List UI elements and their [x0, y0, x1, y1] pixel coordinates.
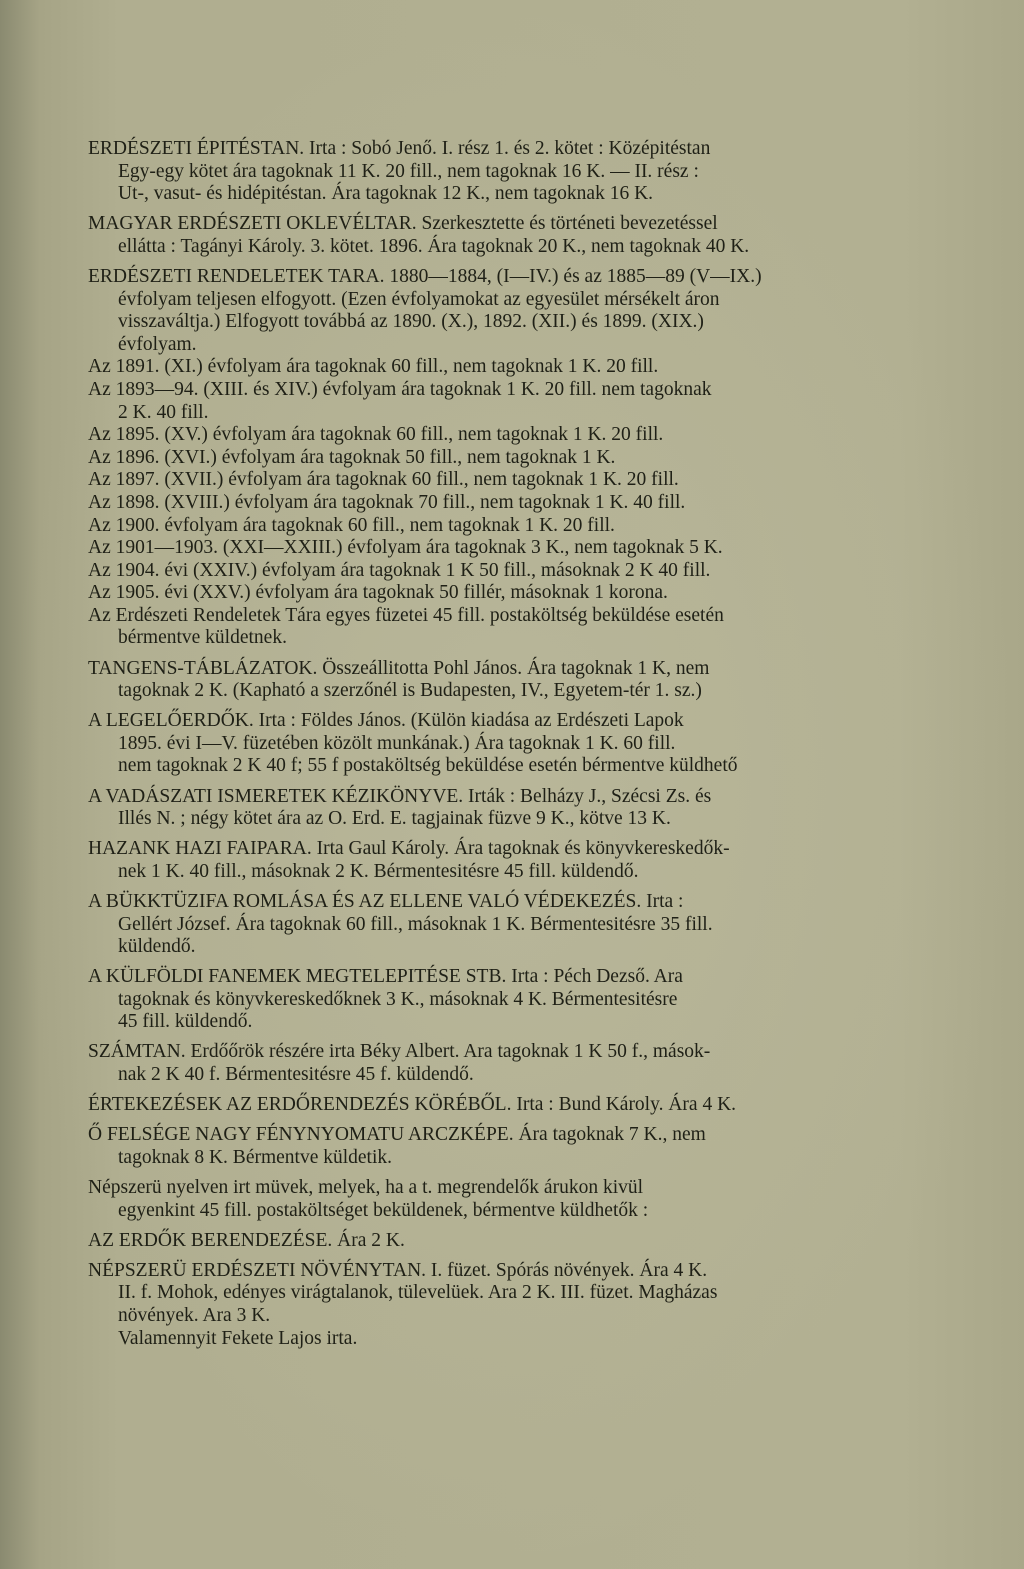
text-line: Valamennyit Fekete Lajos irta. — [118, 1327, 358, 1349]
text-line: ellátta : Tagányi Károly. 3. kötet. 1896. Ára tagoknak 20 K., nem tagoknak 40 K. — [118, 235, 750, 257]
text-line: évfolyam teljesen elfogyott. (Ezen évfolyamokat az egyesület mérsékelt áron — [118, 288, 720, 310]
entry-ertekezesek — [88, 1094, 938, 1117]
entry-magyar-erdeszeti-okleveltar — [88, 213, 938, 258]
az-line: Az 1905. évi (XXV.) évfolyam ára tagoknak 50 fillér, másoknak 1 korona. — [88, 582, 668, 604]
entry-az-erdok-berendezese — [88, 1230, 938, 1253]
entry-o-felsege-arczkepe — [88, 1124, 938, 1169]
text-line: A BÜKKTÜZIFA ROMLÁSA ÉS AZ ELLENE VALÓ VÉDEKEZÉS. Irta : — [88, 890, 684, 912]
entry-nepszeru-noevenytan — [88, 1260, 938, 1350]
text-line: Ut-, vasut- és hidépitéstan. Ára tagoknak 12 K., nem tagoknak 16 K. — [118, 183, 654, 205]
text-line: 1895. évi I—V. füzetében közölt munkának.) Ára tagoknak 1 K. 60 fill. — [118, 732, 676, 754]
text-line: tagoknak 2 K. (Kapható a szerzőnél is Budapesten, IV., Egyetem-tér 1. sz.) — [118, 680, 702, 702]
text-line: AZ ERDŐK BERENDEZÉSE. Ára 2 K. — [88, 1229, 405, 1251]
text-line: SZÁMTAN. Erdőőrök részére irta Béky Albert. Ara tagoknak 1 K 50 f., mások- — [88, 1041, 711, 1063]
text-line: tagoknak és könyvkereskedőknek 3 K., másoknak 4 K. Bérmentesitésre — [118, 988, 678, 1010]
text-line: küldendő. — [118, 936, 196, 958]
text-line: TANGENS-TÁBLÁZATOK. Összeállitotta Pohl János. Ára tagoknak 1 K, nem — [88, 657, 710, 679]
az-line: Az 1897. (XVII.) évfolyam ára tagoknak 60 fill., nem tagoknak 1 K. 20 fill. — [88, 469, 679, 491]
text-line: HAZANK HAZI FAIPARA. Irta Gaul Károly. Ára tagoknak és könyvkereskedők- — [88, 838, 730, 860]
text-line: NÉPSZERÜ ERDÉSZETI NÖVÉNYTAN. I. füzet. Spórás növények. Ára 4 K. — [88, 1259, 708, 1281]
az-line: Az 1895. (XV.) évfolyam ára tagoknak 60 fill., nem tagoknak 1 K. 20 fill. — [88, 424, 664, 446]
text-line: egyenkint 45 fill. postaköltséget beküldenek, bérmentve küldhetők : — [118, 1199, 649, 1221]
text-line: ERDÉSZETI ÉPITÉSTAN. Irta : Sobó Jenő. I. rész 1. és 2. kötet : Középitéstan — [88, 138, 711, 159]
text-line: MAGYAR ERDÉSZETI OKLEVÉLTAR. Szerkesztette és történeti bevezetéssel — [88, 213, 718, 235]
text-line: ERDÉSZETI RENDELETEK TARA. 1880—1884, (I—IV.) és az 1885—89 (V—IX.) — [88, 265, 762, 287]
text-line: nek 1 K. 40 fill., másoknak 2 K. Bérmentesitésre 45 fill. küldendő. — [118, 860, 639, 882]
document-text — [88, 138, 938, 1358]
text-line: ÉRTEKEZÉSEK AZ ERDŐRENDEZÉS KÖRÉBŐL. Irta : Bund Károly. Ára 4 K. — [88, 1094, 737, 1116]
az-line: Az 1904. évi (XXIV.) évfolyam ára tagoknak 1 K 50 fill., másoknak 2 K 40 fill. — [88, 559, 711, 581]
text-line: 45 fill. küldendő. — [118, 1011, 253, 1033]
text-line: nem tagoknak 2 K 40 f; 55 f postaköltség beküldése esetén bérmentve küldhető — [118, 755, 738, 777]
entry-erdeszeti-epitestan — [88, 138, 938, 206]
text-line: Illés N. ; négy kötet ára az O. Erd. E. tagjainak füzve 9 K., kötve 13 K. — [118, 808, 671, 830]
az-line-continuation: 2 K. 40 fill. — [118, 401, 209, 423]
entry-nepszeru-nyelven — [88, 1177, 938, 1222]
az-line-continuation: bérmentve küldetnek. — [118, 627, 287, 649]
entry-szamtan — [88, 1041, 938, 1086]
entry-bukktuzifa-romlasa — [88, 891, 938, 959]
text-line: Egy-egy kötet ára tagoknak 11 K. 20 fill., nem tagoknak 16 K. — II. rész : — [118, 160, 699, 182]
az-line: Az 1896. (XVI.) évfolyam ára tagoknak 50 fill., nem tagoknak 1 K. — [88, 446, 616, 468]
az-line: Az Erdészeti Rendeletek Tára egyes füzetei 45 fill. postaköltség beküldése esetén — [88, 604, 724, 626]
text-line: visszaváltja.) Elfogyott továbbá az 1890. (X.), 1892. (XII.) és 1899. (XIX.) — [118, 311, 704, 333]
text-line: növények. Ara 3 K. — [118, 1304, 271, 1326]
text-line: A LEGELŐERDŐK. Irta : Földes János. (Külön kiadása az Erdészeti Lapok — [88, 710, 684, 732]
text-line: Ő FELSÉGE NAGY FÉNYNYOMATU ARCZKÉPE. Ára tagoknak 7 K., nem — [88, 1124, 706, 1146]
entry-tangens-tablazatok — [88, 658, 938, 703]
entry-hazank-hazi-faipara — [88, 838, 938, 883]
text-line: Gellért József. Ára tagoknak 60 fill., másoknak 1 K. Bérmentesitésre 35 fill. — [118, 913, 713, 935]
entry-vadaszati-ismeretek — [88, 786, 938, 831]
text-line: A KÜLFÖLDI FANEMEK MEGTELEPITÉSE STB. Irta : Péch Dezső. Ara — [88, 966, 683, 988]
text-line: Népszerü nyelven irt müvek, melyek, ha a t. megrendelők árukon kivül — [88, 1176, 644, 1198]
entry-a-legeloerdok — [88, 710, 938, 778]
az-line: Az 1900. évfolyam ára tagoknak 60 fill., nem tagoknak 1 K. 20 fill. — [88, 514, 615, 536]
text-line: évfolyam. — [118, 333, 197, 355]
az-line: Az 1891. (XI.) évfolyam ára tagoknak 60 fill., nem tagoknak 1 K. 20 fill. — [88, 356, 659, 378]
az-line: Az 1898. (XVIII.) évfolyam ára tagoknak 70 fill., nem tagoknak 1 K. 40 fill. — [88, 491, 686, 513]
entry-kulfoldi-fanemek — [88, 966, 938, 1034]
az-line: Az 1893—94. (XIII. és XIV.) évfolyam ára tagoknak 1 K. 20 fill. nem tagoknak — [88, 378, 712, 400]
text-line: A VADÁSZATI ISMERETEK KÉZIKÖNYVE. Irták : Belházy J., Szécsi Zs. és — [88, 785, 712, 807]
text-line: II. f. Mohok, edényes virágtalanok, tülevelüek. Ara 2 K. III. füzet. Magházas — [118, 1282, 718, 1304]
text-line: tagoknak 8 K. Bérmentve küldetik. — [118, 1146, 393, 1168]
entry-erdeszeti-rendeletek-tara — [88, 266, 938, 650]
text-line: nak 2 K 40 f. Bérmentesitésre 45 f. küldendő. — [118, 1064, 474, 1086]
az-line: Az 1901—1903. (XXI—XXIII.) évfolyam ára tagoknak 3 K., nem tagoknak 5 K. — [88, 537, 723, 559]
